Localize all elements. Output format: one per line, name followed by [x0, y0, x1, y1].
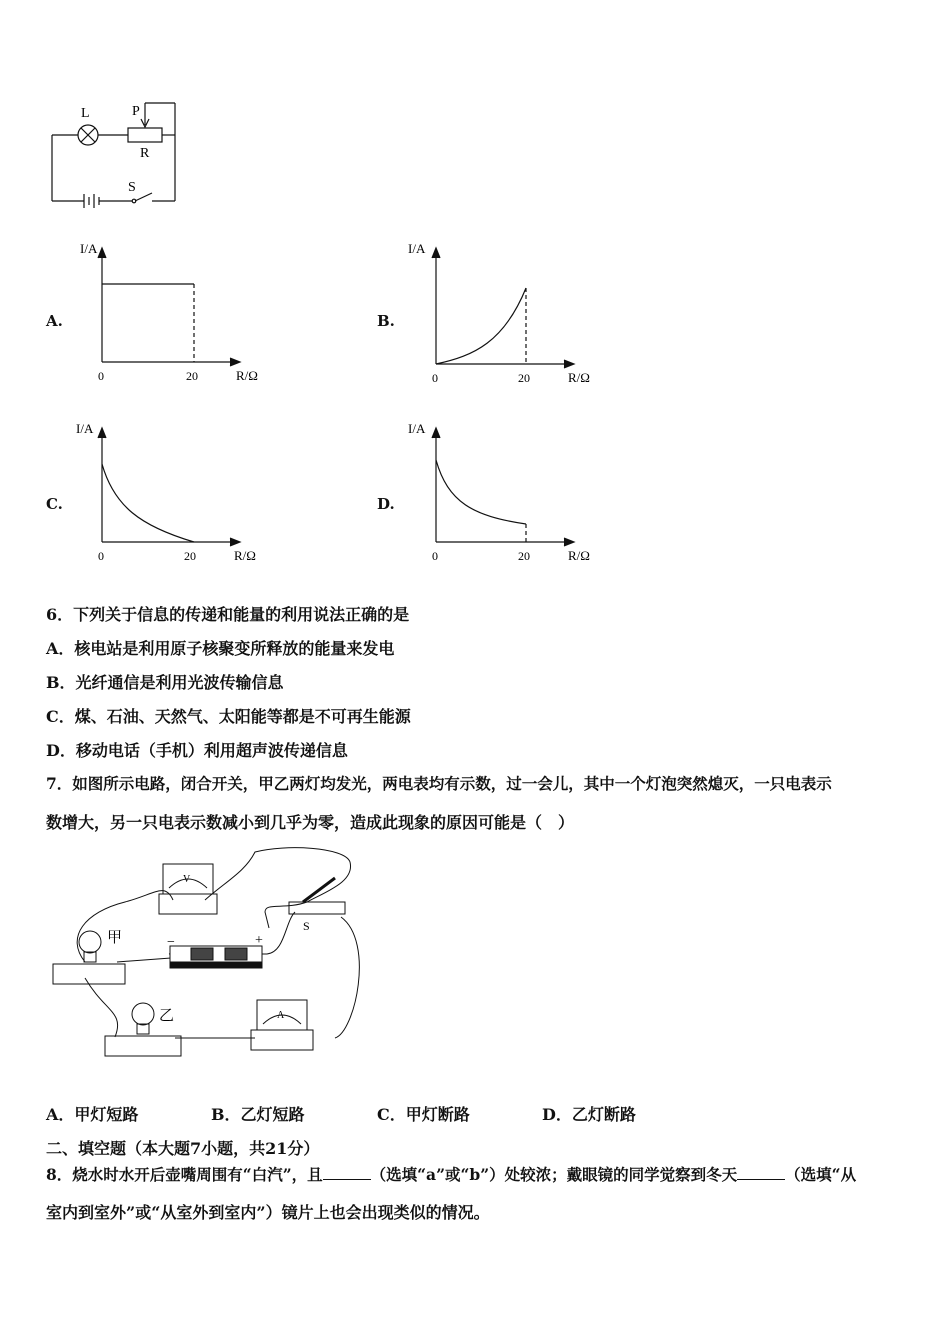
switch-s-label: S [303, 919, 310, 933]
graph-c-xlabel: R/Ω [234, 548, 256, 563]
lamp-label: L [81, 106, 90, 121]
ammeter-label: A [277, 1010, 285, 1021]
graph-a-xtick: 20 [186, 369, 198, 383]
q6-stem: 6．下列关于信息的传递和能量的利用说法正确的是 [46, 605, 410, 624]
q5-circuit-diagram [40, 95, 190, 215]
battery-minus: − [167, 935, 175, 950]
q6-option-d[interactable]: D．移动电话（手机）利用超声波传递信息 [46, 741, 348, 760]
graph-b-origin: 0 [432, 371, 438, 385]
graph-d-xtick: 20 [518, 549, 530, 563]
graph-b-ylabel: I/A [408, 241, 426, 256]
graph-a-label[interactable]: A. [46, 312, 63, 330]
graph-d-ylabel: I/A [408, 421, 426, 436]
q7-option-a[interactable]: A．甲灯短路 [46, 1105, 139, 1124]
section-heading: 二、填空题（本大题7小题，共21分） [46, 1139, 320, 1158]
graph-d-xlabel: R/Ω [568, 548, 590, 563]
graph-b-xtick: 20 [518, 371, 530, 385]
q7-option-c[interactable]: C．甲灯断路 [377, 1105, 470, 1124]
graph-d-origin: 0 [432, 549, 438, 563]
q6-option-a[interactable]: A．核电站是利用原子核聚变所释放的能量来发电 [46, 639, 395, 658]
battery-plus: + [255, 933, 263, 948]
q8-line2: 室内到室外”或“从室外到室内”）镜片上也会出现类似的情况。 [46, 1203, 490, 1222]
q7-stem-line2: 数增大，另一只电表示数减小到几乎为零，造成此现象的原因可能是（ ） [46, 813, 575, 832]
graph-b-label[interactable]: B. [377, 312, 395, 330]
q8-part2: （选填“a”或“b”）处较浓；戴眼镜的同学觉察到冬天 [370, 1165, 738, 1184]
lamp-yi-label: 乙 [159, 1008, 175, 1024]
lamp-jia-label: 甲 [107, 930, 123, 946]
graph-a-origin: 0 [98, 369, 104, 383]
q6-option-c[interactable]: C．煤、石油、天然气、太阳能等都是不可再生能源 [46, 707, 411, 726]
q7-option-b[interactable]: B．乙灯短路 [211, 1105, 305, 1124]
graph-c [70, 418, 280, 568]
resistor-label: R [140, 146, 150, 161]
q7-option-d[interactable]: D．乙灯断路 [542, 1105, 636, 1124]
q6-option-b[interactable]: B．光纤通信是利用光波传输信息 [46, 673, 284, 692]
graph-a-ylabel: I/A [80, 241, 98, 256]
q7-stem-line1: 7．如图所示电路，闭合开关，甲乙两灯均发光，两电表均有示数，过一会儿，其中一个灯泡突然熄灭，一只电表示 [46, 774, 832, 793]
graph-c-xtick: 20 [184, 549, 196, 563]
slider-label: P [132, 104, 140, 119]
q8-line1 [46, 1163, 856, 1185]
graph-c-ylabel: I/A [76, 421, 94, 436]
graph-b [404, 238, 614, 388]
graph-d-label[interactable]: D. [377, 495, 395, 513]
switch-label: S [128, 180, 136, 195]
graph-a [70, 238, 280, 388]
q8-part3: （选填“从 [785, 1165, 857, 1184]
voltmeter-label: V [183, 874, 191, 885]
graph-a-xlabel: R/Ω [236, 368, 258, 383]
q7-circuit-figure [45, 842, 365, 1072]
q8-part1: 8．烧水时水开后壶嘴周围有“白汽”，且 [46, 1165, 323, 1184]
graph-b-xlabel: R/Ω [568, 370, 590, 385]
q8-blank-2[interactable] [737, 1165, 785, 1180]
graph-c-origin: 0 [98, 549, 104, 563]
graph-d [404, 418, 614, 568]
q8-blank-1[interactable] [323, 1165, 371, 1180]
graph-c-label[interactable]: C. [46, 495, 63, 513]
